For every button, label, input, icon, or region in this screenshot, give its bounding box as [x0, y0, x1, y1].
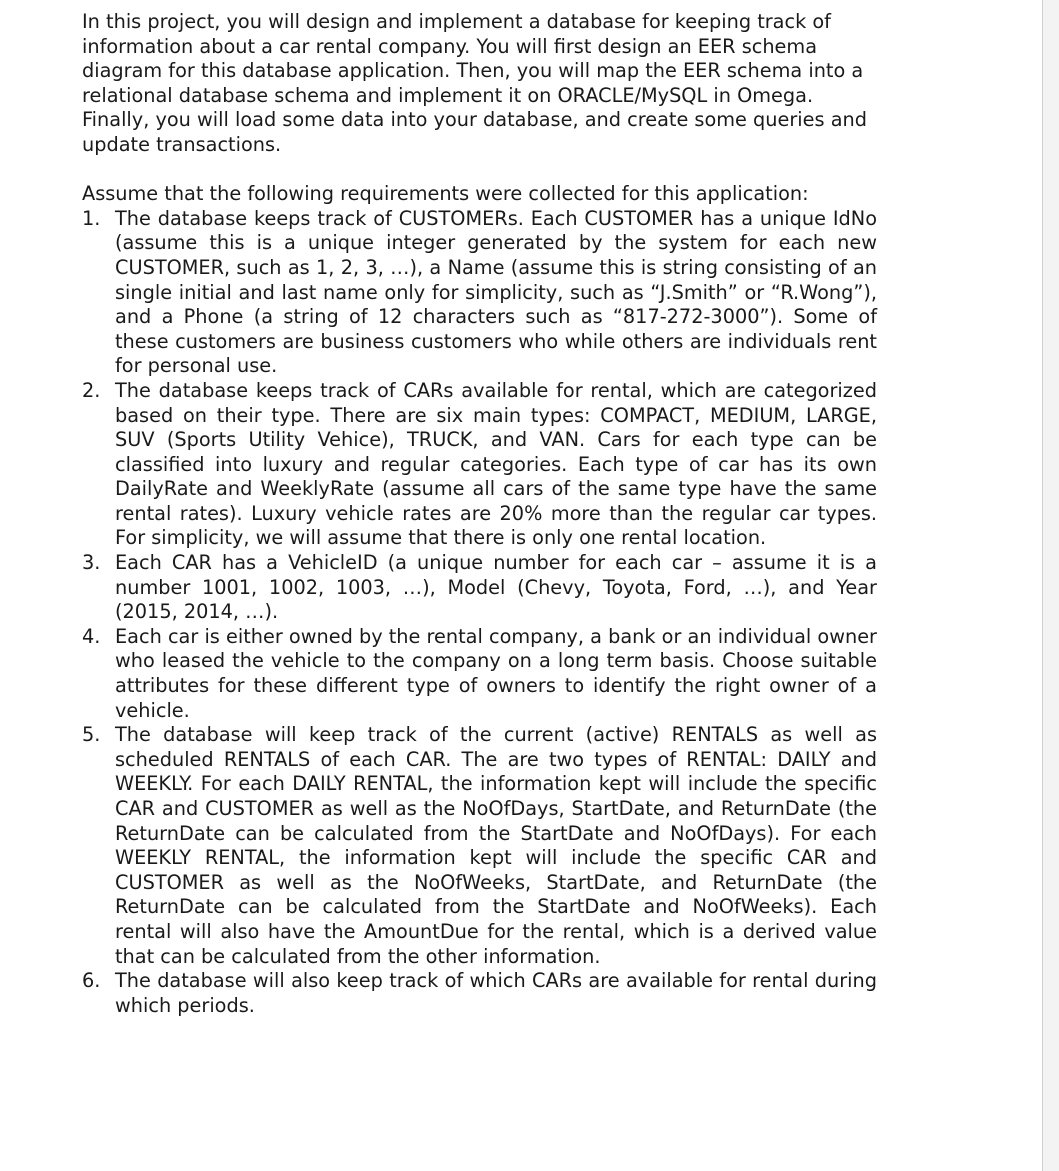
requirement-number: 4.	[82, 624, 101, 648]
intro-paragraph: In this project, you will design and implement a database for keeping track of information about a car rental company. You will first design an EER schema diagram for this database application. Then, you will map the EER schema into a relational database schema and implement it on ORACLE/MySQL in Omega. Finally, you will load some data into your database, and create some queries and update transactions.	[82, 10, 867, 156]
vertical-scrollbar[interactable]	[1042, 0, 1059, 1171]
requirement-number: 1.	[82, 206, 101, 230]
requirement-number: 3.	[82, 551, 101, 575]
requirement-text: The database keeps track of CUSTOMERs. Each CUSTOMER has a unique IdNo (assume this is a unique integer generated by the system for each new CUSTOMER, such as 1, 2, 3, …), a Name (assume this is string consisting of an single initial and last name only for simplicity, such as “J.Smith” or “R.Wong”), and a Phone (a string of 12 characters such as “817-272-3000”). Some of these customers are business customers who while others are individuals rent for personal use.	[115, 206, 877, 378]
requirements-list	[82, 207, 877, 1019]
requirement-number: 6.	[82, 969, 101, 993]
requirement-item	[82, 969, 877, 1018]
requirement-number: 2.	[82, 378, 101, 402]
requirement-number: 5.	[82, 723, 101, 747]
requirement-item	[82, 551, 877, 625]
requirement-item	[82, 379, 877, 551]
requirement-text: The database keeps track of CARs available for rental, which are categorized based on their type. There are six main types: COMPACT, MEDIUM, LARGE, SUV (Sports Utility Vehice), TRUCK, and VAN. Cars for each type can be classified into luxury and regular categories. Each type of car has its own DailyRate and WeeklyRate (assume all cars of the same type have the same rental rates). Luxury vehicle rates are 20% more than the regular car types. For simplicity, we will assume that there is only one rental location.	[115, 378, 877, 550]
requirement-item	[82, 625, 877, 723]
requirement-text: Each CAR has a VehicleID (a unique number for each car – assume it is a number 1001, 1002, 1003, …), Model (Chevy, Toyota, Ford, …), and Year (2015, 2014, …).	[115, 551, 877, 624]
document-body	[82, 10, 877, 1018]
requirement-text: The database will also keep track of which CARs are available for rental during which periods.	[115, 969, 877, 1017]
requirement-text: The database will keep track of the current (active) RENTALS as well as scheduled RENTALS of each CAR. The are two types of RENTAL: DAILY and WEEKLY. For each DAILY RENTAL, the information kept will include the specific CAR and CUSTOMER as well as the NoOfDays, StartDate, and ReturnDate (the ReturnDate can be calculated from the StartDate and NoOfDays). For each WEEKLY RENTAL, the information kept will include the specific CAR and CUSTOMER as well as the NoOfWeeks, StartDate, and ReturnDate (the ReturnDate can be calculated from the StartDate and NoOfWeeks). Each rental will also have the AmountDue for the rental, which is a derived value that can be calculated from the other information.	[115, 723, 877, 968]
requirement-item	[82, 723, 877, 969]
requirement-item	[82, 207, 877, 379]
requirement-text: Each car is either owned by the rental company, a bank or an individual owner who leased the vehicle to the company on a long term basis. Choose suitable attributes for these different type of owners to identify the right owner of a vehicle.	[115, 624, 877, 722]
assume-paragraph: Assume that the following requirements were collected for this application:	[82, 182, 809, 206]
